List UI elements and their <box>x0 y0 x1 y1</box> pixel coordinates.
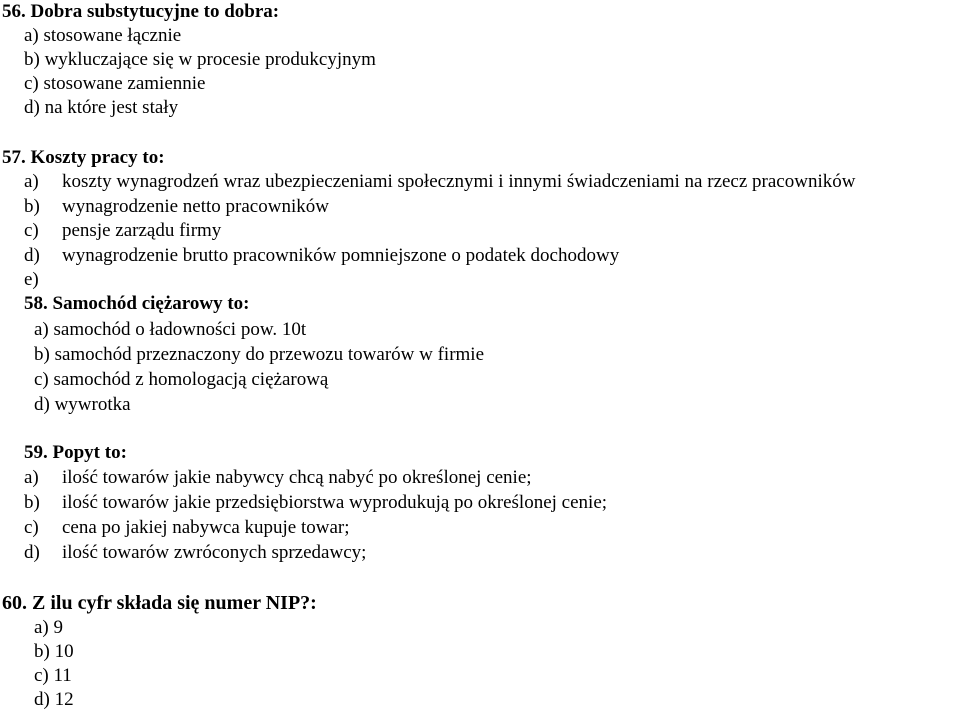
question-57-answer-d <box>24 244 619 268</box>
question-59-answer-a <box>24 466 532 490</box>
question-59-answer-c <box>24 516 350 540</box>
question-60-answer-c: c) 11 <box>34 665 72 686</box>
question-56-answer-b: b) wykluczające się w procesie produkcyjnym <box>24 49 376 70</box>
answer-letter: b) <box>24 196 40 217</box>
question-60-answer-b: b) 10 <box>34 641 74 662</box>
question-58-answer-b: b) samochód przeznaczony do przewozu towarów w firmie <box>34 344 485 365</box>
question-58-answer-c: c) samochód z homologacją ciężarową <box>34 369 329 390</box>
answer-text: wynagrodzenie netto pracowników <box>62 196 329 217</box>
question-59-answer-b <box>24 491 607 515</box>
answer-text: cena po jakiej nabywca kupuje towar; <box>62 517 350 538</box>
answer-letter: e) <box>24 269 39 290</box>
question-58-answer-a: a) samochód o ładowności pow. 10t <box>34 319 307 340</box>
question-60-title: 60. Z ilu cyfr składa się numer NIP?: <box>2 592 317 614</box>
question-56-title: 56. Dobra substytucyjne to dobra: <box>2 1 280 22</box>
question-60-answer-a: a) 9 <box>34 617 64 638</box>
answer-text: ilość towarów jakie przedsiębiorstwa wyprodukują po określonej cenie; <box>62 492 608 513</box>
answer-letter: d) <box>24 542 40 563</box>
answer-letter: d) <box>24 245 40 266</box>
answer-letter: a) <box>24 467 39 488</box>
question-56-answer-a: a) stosowane łącznie <box>24 25 182 46</box>
answer-letter: c) <box>24 220 39 241</box>
question-57-title: 57. Koszty pracy to: <box>2 147 165 168</box>
question-57-answer-b <box>24 195 329 219</box>
answer-letter: c) <box>24 517 39 538</box>
answer-letter: a) <box>24 171 39 192</box>
question-57-answer-e <box>24 268 62 292</box>
question-59-answer-d <box>24 541 366 565</box>
answer-text: wynagrodzenie brutto pracowników pomniejszone o podatek dochodowy <box>62 245 620 266</box>
answer-text: ilość towarów zwróconych sprzedawcy; <box>62 542 367 563</box>
question-58-answer-d: d) wywrotka <box>34 394 131 415</box>
answer-letter: b) <box>24 492 40 513</box>
question-58-title: 58. Samochód ciężarowy to: <box>24 293 250 314</box>
question-57-answer-c <box>24 219 221 243</box>
question-56-answer-d: d) na które jest stały <box>24 97 179 118</box>
answer-text: ilość towarów jakie nabywcy chcą nabyć po określonej cenie; <box>62 467 532 488</box>
question-57-answer-a <box>24 170 855 194</box>
question-59-title: 59. Popyt to: <box>24 442 127 463</box>
question-60-answer-d: d) 12 <box>34 689 74 710</box>
answer-text: koszty wynagrodzeń wraz ubezpieczeniami społecznymi i innymi świadczeniami na rzecz pracowników <box>62 171 856 192</box>
answer-text: pensje zarządu firmy <box>62 220 222 241</box>
question-56-answer-c: c) stosowane zamiennie <box>24 73 206 94</box>
